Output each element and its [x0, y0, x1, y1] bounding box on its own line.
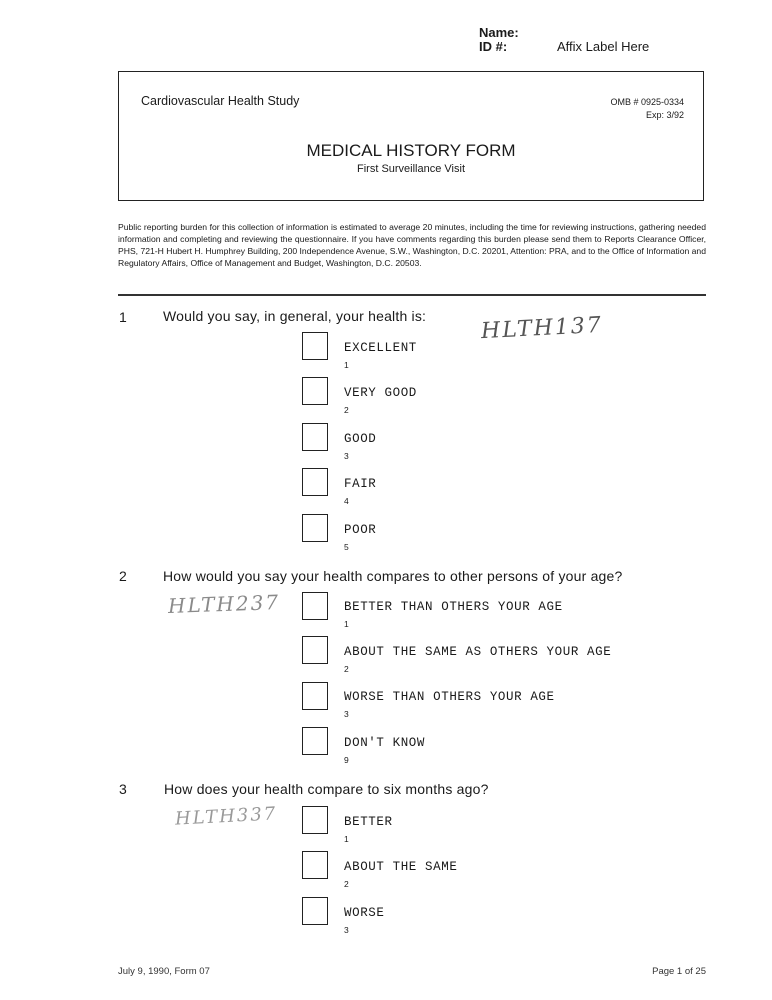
option-label: DON'T KNOW	[344, 736, 426, 750]
question-1-number: 1	[119, 309, 127, 325]
question-1-text: Would you say, in general, your health is:	[163, 308, 427, 324]
checkbox-q3-same[interactable]	[302, 851, 328, 879]
handwritten-code-q1: HLTH137	[480, 312, 604, 345]
checkbox-q1-poor[interactable]	[302, 514, 328, 542]
checkbox-q2-dont-know[interactable]	[302, 727, 328, 755]
question-3-text: How does your health compare to six months ago?	[164, 781, 489, 797]
form-title: MEDICAL HISTORY FORM	[306, 141, 516, 160]
option-code: 2	[344, 664, 349, 674]
burden-statement: Public reporting burden for this collection of information is estimated to average 20 minutes, including the time for reviewing instructions, gathering needed information and completing and reviewing the questionnaire. If you have comments regarding this burden please send them to Reports Clearance Officer, PHS, 721-H Hubert H. Humphrey Building, 200 Independence Avenue, S.W., Washington, D.C. 20201, Attention: PRA, and to the Office of Information and Regulatory Affairs, Office of Management and Budget, Washington, D.C. 20503.	[118, 222, 706, 268]
checkbox-q1-very-good[interactable]	[302, 377, 328, 405]
checkbox-q1-good[interactable]	[302, 423, 328, 451]
omb-block	[560, 96, 684, 122]
option-label: FAIR	[344, 477, 377, 491]
option-code: 3	[344, 709, 349, 719]
handwritten-code-q2: HLTH237	[167, 590, 281, 618]
omb-number: OMB # 0925-0334	[610, 97, 684, 107]
option-code: 2	[344, 405, 349, 415]
checkbox-q3-better[interactable]	[302, 806, 328, 834]
checkbox-q1-fair[interactable]	[302, 468, 328, 496]
study-name: Cardiovascular Health Study	[141, 94, 300, 108]
question-3-number: 3	[119, 781, 127, 797]
checkbox-q2-same[interactable]	[302, 636, 328, 664]
option-code: 4	[344, 496, 349, 506]
footer-page-number: Page 1 of 25	[652, 966, 706, 977]
option-code: 3	[344, 451, 349, 461]
checkbox-q2-worse[interactable]	[302, 682, 328, 710]
option-code: 9	[344, 755, 349, 765]
option-label: POOR	[344, 523, 377, 537]
checkbox-q1-excellent[interactable]	[302, 332, 328, 360]
checkbox-q2-better[interactable]	[302, 592, 328, 620]
option-code: 1	[344, 619, 349, 629]
affix-label-text: Affix Label Here	[557, 39, 650, 54]
option-code: 2	[344, 879, 349, 889]
name-label: Name:	[479, 25, 519, 40]
option-code: 1	[344, 834, 349, 844]
option-label: ABOUT THE SAME	[344, 860, 458, 874]
id-label: ID #:	[479, 39, 508, 54]
option-label: BETTER	[344, 815, 393, 829]
section-divider	[118, 294, 706, 296]
question-2-number: 2	[119, 568, 127, 584]
option-label: EXCELLENT	[344, 341, 417, 355]
footer-date-form: July 9, 1990, Form 07	[118, 966, 210, 977]
option-label: BETTER THAN OTHERS YOUR AGE	[344, 600, 563, 614]
option-label: GOOD	[344, 432, 377, 446]
option-label: WORSE	[344, 906, 385, 920]
option-label: ABOUT THE SAME AS OTHERS YOUR AGE	[344, 645, 612, 659]
handwritten-code-q3: HLTH337	[174, 803, 278, 830]
option-code: 1	[344, 360, 349, 370]
option-code: 3	[344, 925, 349, 935]
option-label: WORSE THAN OTHERS YOUR AGE	[344, 690, 555, 704]
option-label: VERY GOOD	[344, 386, 417, 400]
option-code: 5	[344, 542, 349, 552]
omb-exp: Exp: 3/92	[645, 110, 684, 120]
question-2-text: How would you say your health compares to other persons of your age?	[163, 568, 623, 584]
checkbox-q3-worse[interactable]	[302, 897, 328, 925]
form-title-box	[118, 71, 704, 201]
form-subtitle: First Surveillance Visit	[357, 163, 465, 175]
